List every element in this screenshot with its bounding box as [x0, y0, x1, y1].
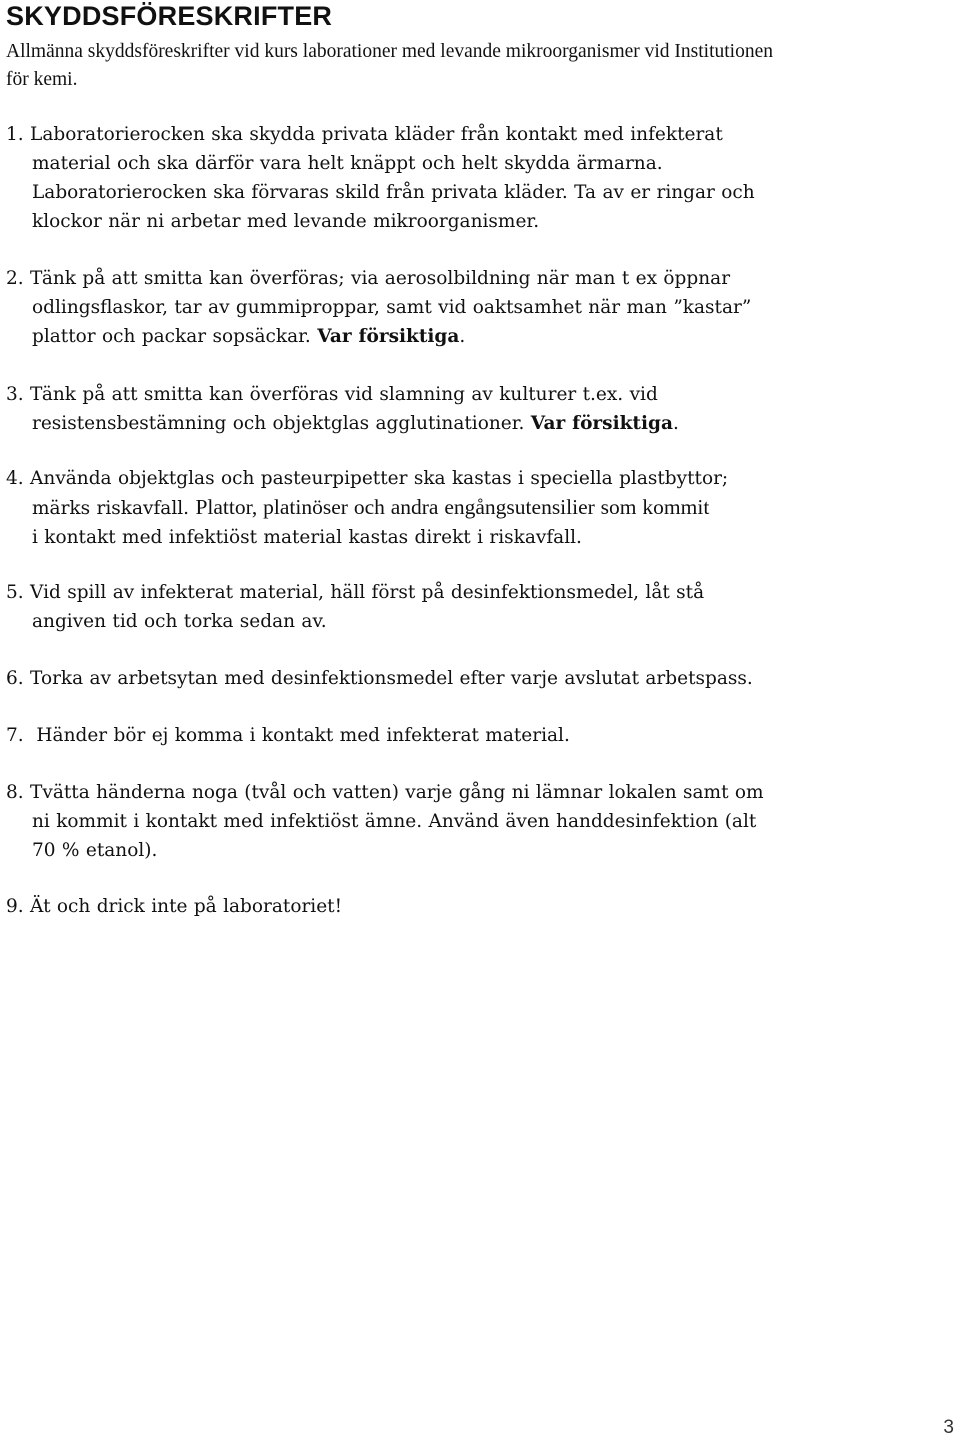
rule-7-line-1: 7. Händer bör ej komma i kontakt med infekterat material.: [6, 725, 570, 746]
rule-2-caution: Var försiktiga: [317, 326, 460, 347]
page-number: 3: [943, 1417, 954, 1438]
rule-4-line-3: i kontakt med infektiöst material kastas direkt i riskavfall.: [32, 527, 582, 548]
rule-item-6: [6, 664, 954, 693]
document-title: SKYDDSFÖRESKRIFTER: [6, 1, 333, 31]
rule-3-caution: Var försiktiga: [530, 413, 673, 434]
rule-9-line-1: 9. Ät och drick inte på laboratoriet!: [6, 896, 343, 917]
rule-3-number: 3.: [6, 384, 24, 405]
rule-3-line-1: 3. Tänk på att smitta kan överföras vid slamning av kulturer t.ex. vid: [6, 384, 658, 405]
rule-item-1: [6, 120, 954, 236]
rule-8-line-3: 70 % etanol).: [32, 840, 158, 861]
rule-1-line-3: Laboratorierocken ska förvaras skild från privata kläder. Ta av er ringar och: [32, 182, 755, 203]
rule-1-number: 1.: [6, 124, 24, 145]
rule-5-line-1: 5. Vid spill av infekterat material, häll först på desinfektionsmedel, låt stå: [6, 582, 705, 603]
rule-2-number: 2.: [6, 268, 24, 289]
rule-item-8: [6, 778, 954, 865]
rule-1-line-4: klockor när ni arbetar med levande mikroorganismer.: [32, 211, 540, 232]
rule-6-number: 6.: [6, 668, 24, 689]
rule-item-7: [6, 721, 954, 750]
intro-line-2: för kemi.: [6, 69, 78, 90]
rule-6-line-1: 6. Torka av arbetsytan med desinfektionsmedel efter varje avslutat arbetspass.: [6, 668, 753, 689]
rule-2-line-2: odlingsflaskor, tar av gummiproppar, samt vid oaktsamhet när man ”kastar”: [32, 297, 752, 318]
rule-item-5: [6, 578, 954, 636]
rule-2-line-3: plattor och packar sopsäckar. Var försiktiga.: [32, 326, 466, 347]
rule-5-line-2: angiven tid och torka sedan av.: [32, 611, 327, 632]
rule-1-line-1: 1. Laboratorierocken ska skydda privata kläder från kontakt med infekterat: [6, 124, 723, 145]
rule-item-4: [6, 464, 954, 552]
rule-item-3: [6, 380, 954, 438]
intro-paragraph: [6, 38, 960, 94]
intro-line-1: Allmänna skyddsföreskrifter vid kurs laborationer med levande mikroorganismer vid Institutionen: [6, 41, 774, 62]
rule-4-line-1: 4. Använda objektglas och pasteurpipetter ska kastas i speciella plastbyttor;: [6, 468, 729, 489]
rule-4-line-2: märks riskavfall. Plattor, platinöser och andra engångsutensilier som kommit: [32, 495, 710, 519]
rule-5-number: 5.: [6, 582, 24, 603]
rule-8-line-2: ni kommit i kontakt med infektiöst ämne. Använd även handdesinfektion (alt: [32, 811, 757, 832]
rule-1-line-2: material och ska därför vara helt knäppt och helt skydda ärmarna.: [32, 153, 663, 174]
rule-4-number: 4.: [6, 468, 24, 489]
rule-8-number: 8.: [6, 782, 24, 803]
rule-9-number: 9.: [6, 896, 24, 917]
rule-item-2: [6, 264, 954, 351]
rule-3-line-2: resistensbestämning och objektglas agglutinationer. Var försiktiga.: [32, 413, 679, 434]
rule-item-9: [6, 892, 954, 921]
rule-8-line-1: 8. Tvätta händerna noga (tvål och vatten) varje gång ni lämnar lokalen samt om: [6, 782, 764, 803]
rule-7-number: 7.: [6, 725, 24, 746]
rule-2-line-1: 2. Tänk på att smitta kan överföras; via aerosolbildning när man t ex öppnar: [6, 268, 731, 289]
